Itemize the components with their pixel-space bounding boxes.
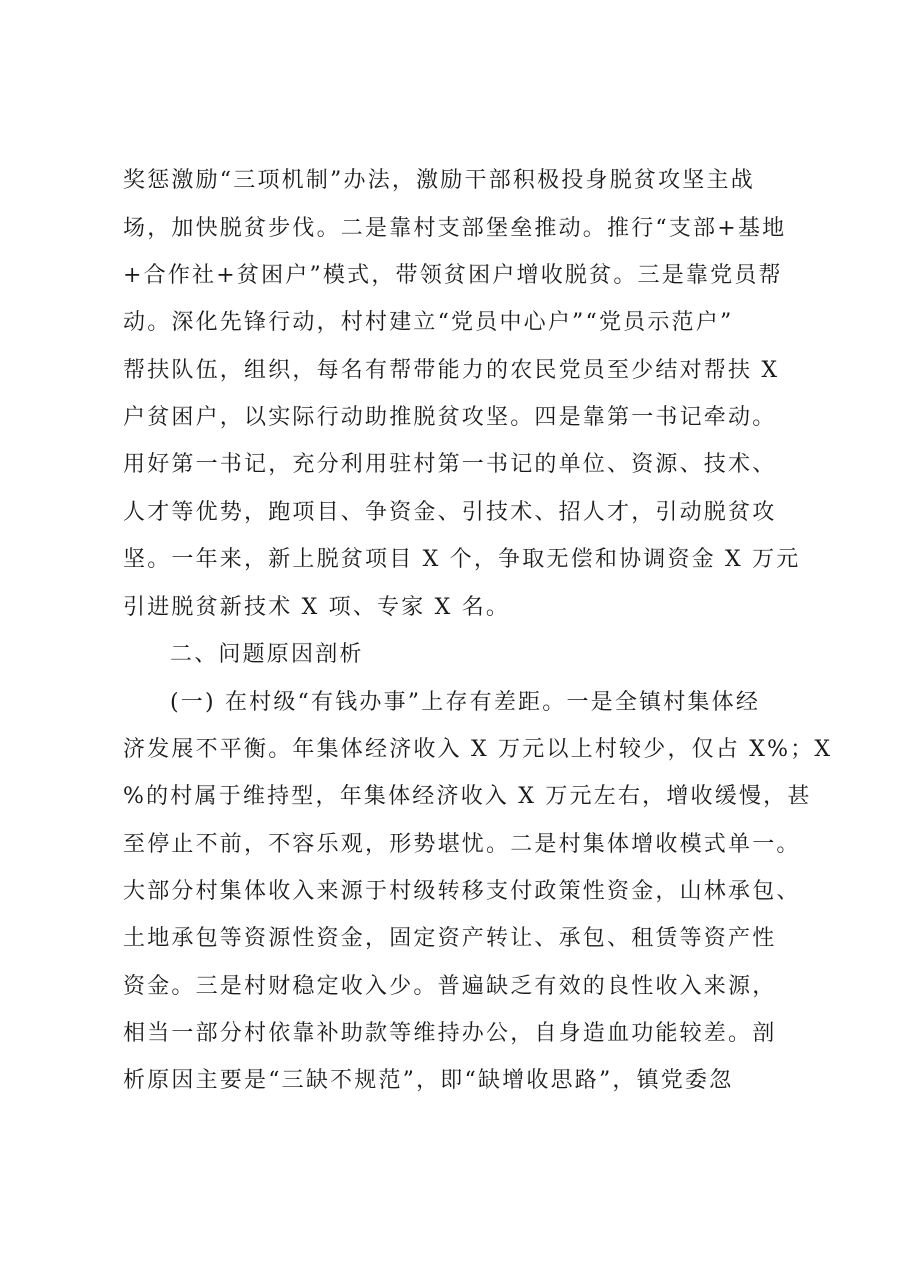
body-text-line: 大部分村集体收入来源于村级转移支付政策性资金，山林承包、 [123, 879, 801, 904]
body-text-line: 场，加快脱贫步伐。二是靠村支部堡垒推动。推行“支部+基地 [123, 216, 787, 241]
body-text-line: 奖惩激励“三项机制”办法，激励干部积极投身脱贫攻坚主战 [123, 168, 755, 193]
body-text-line: 至停止不前，不容乐观，形势堪忧。二是村集体增收模式单一。 [123, 832, 801, 857]
body-text-line: %的村属于维持型，年集体经济收入 X 万元左右，增收缓慢，甚 [123, 784, 812, 809]
body-text-line: 相当一部分村依靠补助款等维持办公，自身造血功能较差。剖 [123, 1021, 777, 1046]
subsection-first-line: (一) 在村级“有钱办事”上存有差距。一是全镇村集体经 [170, 690, 761, 715]
body-text-line: 土地承包等资源性资金，固定资产转让、承包、租赁等资产性 [123, 926, 777, 951]
body-text-line: 引进脱贫新技术 X 项、专家 X 名。 [123, 595, 511, 620]
section-heading: 二、问题原因剖析 [170, 642, 364, 667]
body-text-line: 析原因主要是“三缺不规范”，即“缺增收思路”，镇党委忽 [123, 1068, 734, 1093]
body-text-line: 资金。三是村财稳定收入少。普遍缺乏有效的良性收入来源， [123, 974, 777, 999]
body-text-line: 用好第一书记，充分利用驻村第一书记的单位、资源、技术、 [123, 452, 777, 477]
body-text-line: 动。深化先锋行动，村村建立“党员中心户”“党员示范户” [123, 310, 734, 335]
body-text-line: +合作社+贫困户”模式，带领贫困户增收脱贫。三是靠党员帮 [123, 263, 783, 288]
body-text-line: 户贫困户，以实际行动助推脱贫攻坚。四是靠第一书记牵动。 [123, 405, 777, 430]
body-text-line: 人才等优势，跑项目、争资金、引技术、招人才，引动脱贫攻 [123, 500, 777, 525]
body-text-line: 帮扶队伍，组织，每名有帮带能力的农民党员至少结对帮扶 X [123, 358, 780, 383]
body-text-line: 坚。一年来，新上脱贫项目 X 个，争取无偿和协调资金 X 万元 [123, 547, 801, 572]
body-text-line: 济发展不平衡。年集体经济收入 X 万元以上村较少，仅占 X%；X [123, 737, 833, 762]
